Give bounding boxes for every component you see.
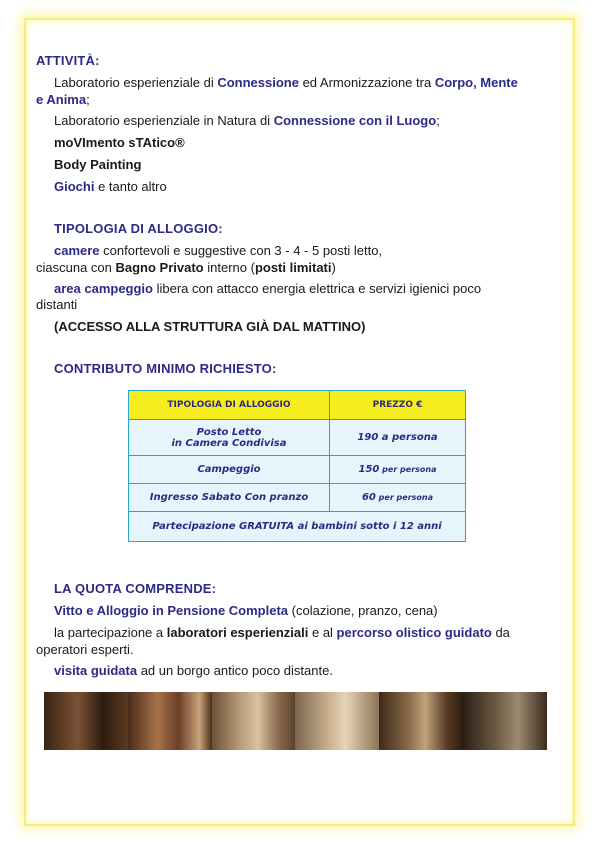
- room-photo: [463, 692, 547, 750]
- activity-item-2: Laboratorio esperienziale in Natura di Connessione con il Luogo;: [54, 113, 440, 128]
- contribution-heading: CONTRIBUTO MINIMO RICHIESTO:: [54, 361, 277, 376]
- accommodation-heading: TIPOLOGIA DI ALLOGGIO:: [54, 221, 223, 236]
- room-photo: [379, 692, 463, 750]
- activity-item-4: Body Painting: [54, 157, 142, 172]
- access-note: (ACCESSO ALLA STRUTTURA GIÀ DAL MATTINO): [54, 319, 366, 334]
- camping-line-2: distanti: [36, 297, 78, 312]
- includes-heading: LA QUOTA COMPRENDE:: [54, 581, 217, 596]
- row-type-camping: Campeggio: [129, 456, 330, 484]
- price-table-header: [129, 391, 466, 420]
- row-type-shared-room: Posto Letto in Camera Condivisa: [129, 420, 330, 456]
- children-free-note: Partecipazione GRATUITA ai bambini sotto i 12 anni: [129, 512, 466, 542]
- activity-item-1-cont: e Anima;: [36, 92, 90, 107]
- room-photo: [44, 692, 128, 750]
- rooms-line-2: ciascuna con Bagno Privato interno (posti limitati): [36, 260, 336, 275]
- table-row: [129, 512, 466, 542]
- col-header-type: TIPOLOGIA DI ALLOGGIO: [129, 391, 330, 420]
- includes-item-3: visita guidata ad un borgo antico poco distante.: [54, 663, 333, 678]
- row-price-camping: 150 per persona: [330, 456, 466, 484]
- row-type-saturday: Ingresso Sabato Con pranzo: [129, 484, 330, 512]
- price-table: [128, 390, 466, 542]
- room-photo-strip: [44, 692, 547, 750]
- activity-item-1: Laboratorio esperienziale di Connessione ed Armonizzazione tra Corpo, Mente: [54, 75, 518, 90]
- camping-line-1: area campeggio libera con attacco energia elettrica e servizi igienici poco: [54, 281, 482, 296]
- includes-item-2-cont: operatori esperti.: [36, 642, 134, 657]
- col-header-price: PREZZO €: [330, 391, 466, 420]
- room-photo: [295, 692, 379, 750]
- table-row: [129, 420, 466, 456]
- row-price-saturday: 60 per persona: [330, 484, 466, 512]
- includes-item-2: la partecipazione a laboratori esperienziali e al percorso olistico guidato da: [54, 625, 510, 640]
- rooms-line-1: camere confortevoli e suggestive con 3 - 4 - 5 posti letto,: [54, 243, 383, 258]
- includes-item-1: Vitto e Alloggio in Pensione Completa (colazione, pranzo, cena): [54, 603, 438, 618]
- table-row: [129, 456, 466, 484]
- room-photo: [212, 692, 296, 750]
- activities-heading: ATTIVITÀ:: [36, 53, 100, 68]
- activity-item-5: Giochi e tanto altro: [54, 179, 167, 194]
- room-photo: [128, 692, 212, 750]
- activity-item-3: moVImento sTAtico®: [54, 135, 185, 150]
- table-row: [129, 484, 466, 512]
- row-price-shared-room: 190 a persona: [330, 420, 466, 456]
